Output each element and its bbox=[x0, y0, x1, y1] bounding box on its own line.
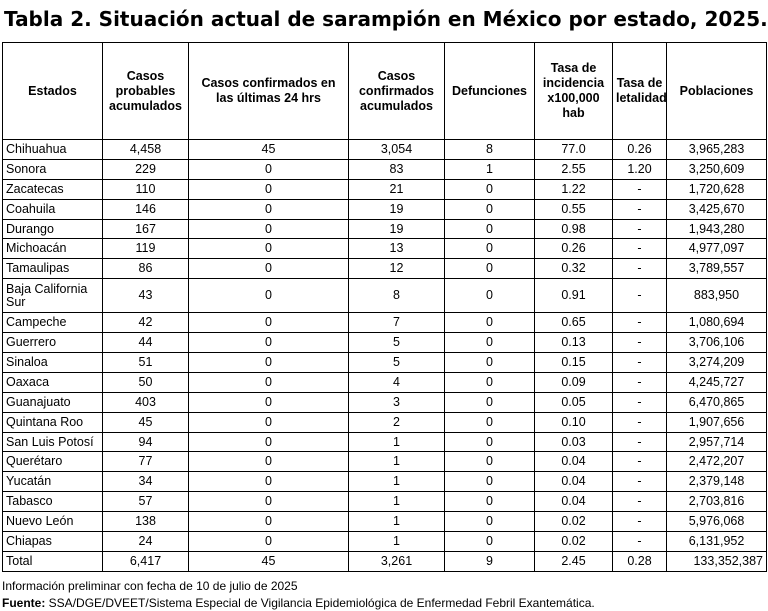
cell-defunciones: 0 bbox=[445, 372, 535, 392]
cell-confirmados: 1 bbox=[349, 492, 445, 512]
cell-probables: 229 bbox=[103, 159, 189, 179]
cell-poblacion: 1,080,694 bbox=[667, 313, 767, 333]
header-letalidad: Tasa de letalidad bbox=[613, 43, 667, 140]
cell-confirmados: 12 bbox=[349, 259, 445, 279]
cell-ult24: 0 bbox=[189, 179, 349, 199]
cell-estado: Sonora bbox=[3, 159, 103, 179]
cell-estado: Durango bbox=[3, 219, 103, 239]
cell-letalidad: - bbox=[613, 452, 667, 472]
table-row bbox=[3, 472, 767, 492]
cell-letalidad: - bbox=[613, 279, 667, 313]
cell-defunciones: 0 bbox=[445, 512, 535, 532]
cell-probables: 43 bbox=[103, 279, 189, 313]
cell-estado: Sinaloa bbox=[3, 353, 103, 373]
cell-letalidad: - bbox=[613, 313, 667, 333]
cell-probables: 57 bbox=[103, 492, 189, 512]
cell-defunciones: 0 bbox=[445, 412, 535, 432]
cell-poblacion: 3,274,209 bbox=[667, 353, 767, 373]
header-probables: Casos probables acumulados bbox=[103, 43, 189, 140]
cell-poblacion: 1,943,280 bbox=[667, 219, 767, 239]
cell-probables: 167 bbox=[103, 219, 189, 239]
cell-poblacion: 4,977,097 bbox=[667, 239, 767, 259]
cell-incidencia: 0.04 bbox=[535, 492, 613, 512]
table-row bbox=[3, 199, 767, 219]
table-row bbox=[3, 140, 767, 160]
cell-poblacion: 2,472,207 bbox=[667, 452, 767, 472]
table-row bbox=[3, 353, 767, 373]
header-confirmados: Casos confirmados acumulados bbox=[349, 43, 445, 140]
cell-defunciones: 0 bbox=[445, 239, 535, 259]
cell-incidencia: 0.10 bbox=[535, 412, 613, 432]
cell-letalidad: - bbox=[613, 512, 667, 532]
cell-confirmados: 8 bbox=[349, 279, 445, 313]
cell-estado: Tamaulipas bbox=[3, 259, 103, 279]
cell-letalidad: - bbox=[613, 179, 667, 199]
cell-ult24: 0 bbox=[189, 532, 349, 552]
cell-confirmados: 83 bbox=[349, 159, 445, 179]
cell-ult24: 0 bbox=[189, 259, 349, 279]
cell-estado: Chiapas bbox=[3, 532, 103, 552]
cell-confirmados: 4 bbox=[349, 372, 445, 392]
table-row bbox=[3, 452, 767, 472]
cell-poblacion: 5,976,068 bbox=[667, 512, 767, 532]
cell-defunciones: 0 bbox=[445, 333, 535, 353]
cell-letalidad: - bbox=[613, 532, 667, 552]
cell-letalidad: - bbox=[613, 412, 667, 432]
cell-estado: Querétaro bbox=[3, 452, 103, 472]
cell-defunciones: 0 bbox=[445, 452, 535, 472]
cell-incidencia: 2.45 bbox=[535, 551, 613, 571]
cell-incidencia: 0.32 bbox=[535, 259, 613, 279]
cell-poblacion: 3,706,106 bbox=[667, 333, 767, 353]
source-label: Fuente: bbox=[2, 596, 46, 610]
table-row bbox=[3, 279, 767, 313]
cell-poblacion: 2,957,714 bbox=[667, 432, 767, 452]
header-estados: Estados bbox=[3, 43, 103, 140]
footnote-source bbox=[2, 596, 595, 610]
cell-poblacion: 4,245,727 bbox=[667, 372, 767, 392]
cell-estado: Baja California Sur bbox=[3, 279, 103, 313]
cell-estado: Coahuila bbox=[3, 199, 103, 219]
cell-incidencia: 0.65 bbox=[535, 313, 613, 333]
cell-estado: Guerrero bbox=[3, 333, 103, 353]
cell-letalidad: - bbox=[613, 239, 667, 259]
cell-ult24: 0 bbox=[189, 219, 349, 239]
cell-defunciones: 0 bbox=[445, 472, 535, 492]
cell-probables: 34 bbox=[103, 472, 189, 492]
cell-poblacion: 883,950 bbox=[667, 279, 767, 313]
cell-estado: Oaxaca bbox=[3, 372, 103, 392]
cell-probables: 94 bbox=[103, 432, 189, 452]
cell-estado: San Luis Potosí bbox=[3, 432, 103, 452]
cell-incidencia: 0.03 bbox=[535, 432, 613, 452]
cell-letalidad: - bbox=[613, 432, 667, 452]
cell-ult24: 45 bbox=[189, 551, 349, 571]
cell-letalidad: - bbox=[613, 392, 667, 412]
cell-estado: Yucatán bbox=[3, 472, 103, 492]
cell-confirmados: 5 bbox=[349, 333, 445, 353]
header-poblaciones: Poblaciones bbox=[667, 43, 767, 140]
cell-incidencia: 0.09 bbox=[535, 372, 613, 392]
cell-incidencia: 0.55 bbox=[535, 199, 613, 219]
cell-incidencia: 0.02 bbox=[535, 532, 613, 552]
cell-confirmados: 21 bbox=[349, 179, 445, 199]
cell-defunciones: 0 bbox=[445, 313, 535, 333]
cell-poblacion: 3,250,609 bbox=[667, 159, 767, 179]
cell-ult24: 0 bbox=[189, 472, 349, 492]
cell-estado: Guanajuato bbox=[3, 392, 103, 412]
cell-probables: 86 bbox=[103, 259, 189, 279]
cell-letalidad: - bbox=[613, 372, 667, 392]
header-incidencia: Tasa de incidencia x100,000 hab bbox=[535, 43, 613, 140]
cell-defunciones: 0 bbox=[445, 392, 535, 412]
table-row bbox=[3, 239, 767, 259]
table-row bbox=[3, 432, 767, 452]
table-body bbox=[3, 140, 767, 572]
cell-defunciones: 0 bbox=[445, 532, 535, 552]
cell-ult24: 0 bbox=[189, 372, 349, 392]
cell-poblacion: 2,379,148 bbox=[667, 472, 767, 492]
cell-ult24: 0 bbox=[189, 432, 349, 452]
cell-incidencia: 2.55 bbox=[535, 159, 613, 179]
cell-defunciones: 0 bbox=[445, 279, 535, 313]
cell-incidencia: 0.04 bbox=[535, 472, 613, 492]
cell-confirmados: 1 bbox=[349, 512, 445, 532]
table-row bbox=[3, 532, 767, 552]
cell-defunciones: 8 bbox=[445, 140, 535, 160]
cell-incidencia: 0.04 bbox=[535, 452, 613, 472]
cell-defunciones: 0 bbox=[445, 353, 535, 373]
cell-confirmados: 5 bbox=[349, 353, 445, 373]
cell-poblacion: 6,131,952 bbox=[667, 532, 767, 552]
table-row bbox=[3, 372, 767, 392]
cell-letalidad: 0.28 bbox=[613, 551, 667, 571]
cell-probables: 51 bbox=[103, 353, 189, 373]
cell-incidencia: 0.05 bbox=[535, 392, 613, 412]
cell-estado: Chihuahua bbox=[3, 140, 103, 160]
cell-probables: 6,417 bbox=[103, 551, 189, 571]
cell-probables: 44 bbox=[103, 333, 189, 353]
cell-confirmados: 1 bbox=[349, 432, 445, 452]
cell-ult24: 0 bbox=[189, 313, 349, 333]
cell-letalidad: - bbox=[613, 333, 667, 353]
table-row bbox=[3, 179, 767, 199]
header-ult24: Casos confirmados en las últimas 24 hrs bbox=[189, 43, 349, 140]
cell-probables: 45 bbox=[103, 412, 189, 432]
cell-poblacion: 6,470,865 bbox=[667, 392, 767, 412]
table-row bbox=[3, 333, 767, 353]
measles-table bbox=[2, 42, 767, 572]
cell-probables: 146 bbox=[103, 199, 189, 219]
cell-ult24: 0 bbox=[189, 492, 349, 512]
cell-ult24: 0 bbox=[189, 353, 349, 373]
cell-probables: 77 bbox=[103, 452, 189, 472]
cell-confirmados: 3,054 bbox=[349, 140, 445, 160]
cell-confirmados: 1 bbox=[349, 532, 445, 552]
cell-estado: Quintana Roo bbox=[3, 412, 103, 432]
cell-defunciones: 0 bbox=[445, 219, 535, 239]
cell-confirmados: 13 bbox=[349, 239, 445, 259]
cell-ult24: 0 bbox=[189, 392, 349, 412]
cell-poblacion: 3,965,283 bbox=[667, 140, 767, 160]
cell-letalidad: 1.20 bbox=[613, 159, 667, 179]
cell-ult24: 0 bbox=[189, 159, 349, 179]
cell-confirmados: 1 bbox=[349, 472, 445, 492]
cell-letalidad: - bbox=[613, 219, 667, 239]
cell-estado: Total bbox=[3, 551, 103, 571]
cell-defunciones: 0 bbox=[445, 432, 535, 452]
cell-probables: 24 bbox=[103, 532, 189, 552]
cell-ult24: 0 bbox=[189, 512, 349, 532]
cell-poblacion: 133,352,387 bbox=[667, 551, 767, 571]
cell-confirmados: 19 bbox=[349, 219, 445, 239]
cell-letalidad: - bbox=[613, 199, 667, 219]
cell-confirmados: 3,261 bbox=[349, 551, 445, 571]
table-row bbox=[3, 512, 767, 532]
cell-probables: 42 bbox=[103, 313, 189, 333]
cell-letalidad: 0.26 bbox=[613, 140, 667, 160]
cell-letalidad: - bbox=[613, 472, 667, 492]
cell-letalidad: - bbox=[613, 492, 667, 512]
footnote-date: Información preliminar con fecha de 10 de julio de 2025 bbox=[2, 579, 298, 593]
header-row bbox=[3, 43, 767, 140]
cell-estado: Nuevo León bbox=[3, 512, 103, 532]
cell-ult24: 0 bbox=[189, 239, 349, 259]
source-text: SSA/DGE/DVEET/Sistema Especial de Vigilancia Epidemiológica de Enfermedad Febril Exantemática. bbox=[45, 596, 595, 610]
cell-defunciones: 9 bbox=[445, 551, 535, 571]
cell-defunciones: 0 bbox=[445, 199, 535, 219]
cell-incidencia: 1.22 bbox=[535, 179, 613, 199]
cell-probables: 138 bbox=[103, 512, 189, 532]
cell-incidencia: 0.02 bbox=[535, 512, 613, 532]
cell-letalidad: - bbox=[613, 353, 667, 373]
total-row bbox=[3, 551, 767, 571]
table-row bbox=[3, 219, 767, 239]
cell-incidencia: 77.0 bbox=[535, 140, 613, 160]
table-row bbox=[3, 392, 767, 412]
cell-ult24: 0 bbox=[189, 279, 349, 313]
cell-ult24: 0 bbox=[189, 452, 349, 472]
cell-confirmados: 7 bbox=[349, 313, 445, 333]
cell-estado: Michoacán bbox=[3, 239, 103, 259]
cell-incidencia: 0.15 bbox=[535, 353, 613, 373]
cell-ult24: 0 bbox=[189, 412, 349, 432]
table-row bbox=[3, 313, 767, 333]
cell-probables: 4,458 bbox=[103, 140, 189, 160]
table-row bbox=[3, 159, 767, 179]
cell-confirmados: 3 bbox=[349, 392, 445, 412]
header-defunciones: Defunciones bbox=[445, 43, 535, 140]
cell-defunciones: 0 bbox=[445, 179, 535, 199]
cell-estado: Tabasco bbox=[3, 492, 103, 512]
cell-defunciones: 0 bbox=[445, 492, 535, 512]
cell-incidencia: 0.13 bbox=[535, 333, 613, 353]
cell-poblacion: 3,789,557 bbox=[667, 259, 767, 279]
cell-incidencia: 0.91 bbox=[535, 279, 613, 313]
table-row bbox=[3, 412, 767, 432]
cell-incidencia: 0.26 bbox=[535, 239, 613, 259]
cell-probables: 50 bbox=[103, 372, 189, 392]
cell-ult24: 0 bbox=[189, 199, 349, 219]
table-row bbox=[3, 259, 767, 279]
cell-incidencia: 0.98 bbox=[535, 219, 613, 239]
cell-ult24: 0 bbox=[189, 333, 349, 353]
cell-defunciones: 0 bbox=[445, 259, 535, 279]
cell-letalidad: - bbox=[613, 259, 667, 279]
cell-estado: Campeche bbox=[3, 313, 103, 333]
table-title: Tabla 2. Situación actual de sarampión en México por estado, 2025. bbox=[4, 7, 768, 31]
cell-probables: 119 bbox=[103, 239, 189, 259]
cell-confirmados: 1 bbox=[349, 452, 445, 472]
cell-poblacion: 1,907,656 bbox=[667, 412, 767, 432]
cell-ult24: 45 bbox=[189, 140, 349, 160]
cell-poblacion: 1,720,628 bbox=[667, 179, 767, 199]
table-row bbox=[3, 492, 767, 512]
cell-confirmados: 2 bbox=[349, 412, 445, 432]
cell-confirmados: 19 bbox=[349, 199, 445, 219]
cell-poblacion: 2,703,816 bbox=[667, 492, 767, 512]
cell-probables: 403 bbox=[103, 392, 189, 412]
cell-probables: 110 bbox=[103, 179, 189, 199]
cell-poblacion: 3,425,670 bbox=[667, 199, 767, 219]
cell-estado: Zacatecas bbox=[3, 179, 103, 199]
cell-defunciones: 1 bbox=[445, 159, 535, 179]
